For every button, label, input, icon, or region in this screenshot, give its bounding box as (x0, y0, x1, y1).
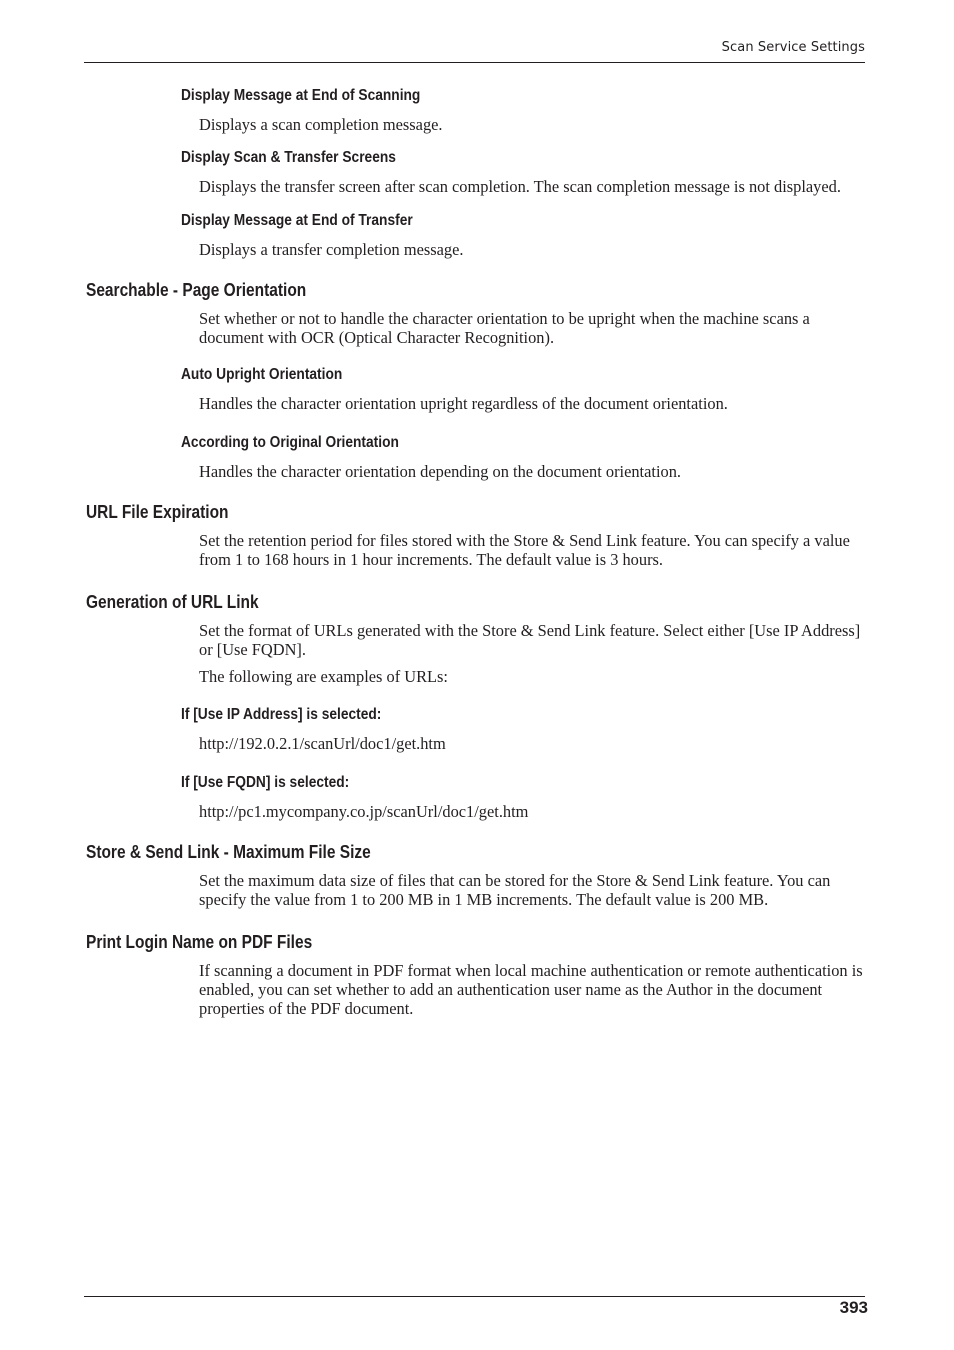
subheading-display-scan-transfer-screens: Display Scan & Transfer Screens (181, 149, 396, 166)
running-header: Scan Service Settings (721, 40, 865, 55)
heading-url-file-expiration: URL File Expiration (86, 502, 229, 522)
subheading-display-message-end-transfer: Display Message at End of Transfer (181, 212, 413, 229)
paragraph: Set the maximum data size of files that can be stored for the Store & Send Link feature. You can specify the value from 1 to 200 MB in 1 MB increments. The default value is 200 MB. (199, 871, 831, 909)
subheading-display-message-end-scanning: Display Message at End of Scanning (181, 87, 421, 104)
subheading-auto-upright-orientation: Auto Upright Orientation (181, 366, 343, 383)
heading-searchable-page-orientation: Searchable - Page Orientation (86, 280, 307, 300)
heading-store-send-link-max-file-size: Store & Send Link - Maximum File Size (86, 842, 371, 862)
footer-rule (84, 1296, 865, 1297)
paragraph: Set the format of URLs generated with the Store & Send Link feature. Select either [Use IP Address] or [Use FQDN]. (199, 621, 861, 659)
paragraph: Displays a transfer completion message. (199, 240, 464, 259)
page-number: 393 (839, 1298, 868, 1317)
page-content (0, 80, 954, 1018)
paragraph: Handles the character orientation upright regardless of the document orientation. (199, 394, 728, 413)
heading-generation-of-url-link: Generation of URL Link (86, 592, 259, 612)
example-url-fqdn: http://pc1.mycompany.co.jp/scanUrl/doc1/get.htm (199, 802, 529, 821)
paragraph: Displays the transfer screen after scan completion. The scan completion message is not displayed. (199, 177, 841, 196)
paragraph: The following are examples of URLs: (199, 667, 448, 686)
paragraph: If scanning a document in PDF format when local machine authentication or remote authentication is enabled, you can set whether to add an authentication user name as the Author in the document properties of the PDF document. (199, 961, 863, 1018)
paragraph: Set whether or not to handle the character orientation to be upright when the machine scans a document with OCR (Optical Character Recognition). (199, 309, 810, 347)
example-url-ip: http://192.0.2.1/scanUrl/doc1/get.htm (199, 734, 446, 753)
header-rule (84, 62, 865, 63)
subheading-if-use-ip-address: If [Use IP Address] is selected: (181, 706, 382, 723)
heading-print-login-name-pdf: Print Login Name on PDF Files (86, 932, 313, 952)
paragraph: Set the retention period for files stored with the Store & Send Link feature. You can specify a value from 1 to 168 hours in 1 hour increments. The default value is 3 hours. (199, 531, 850, 569)
subheading-if-use-fqdn: If [Use FQDN] is selected: (181, 774, 350, 791)
paragraph: Displays a scan completion message. (199, 115, 443, 134)
paragraph: Handles the character orientation depending on the document orientation. (199, 462, 681, 481)
subheading-according-to-original-orientation: According to Original Orientation (181, 434, 399, 451)
